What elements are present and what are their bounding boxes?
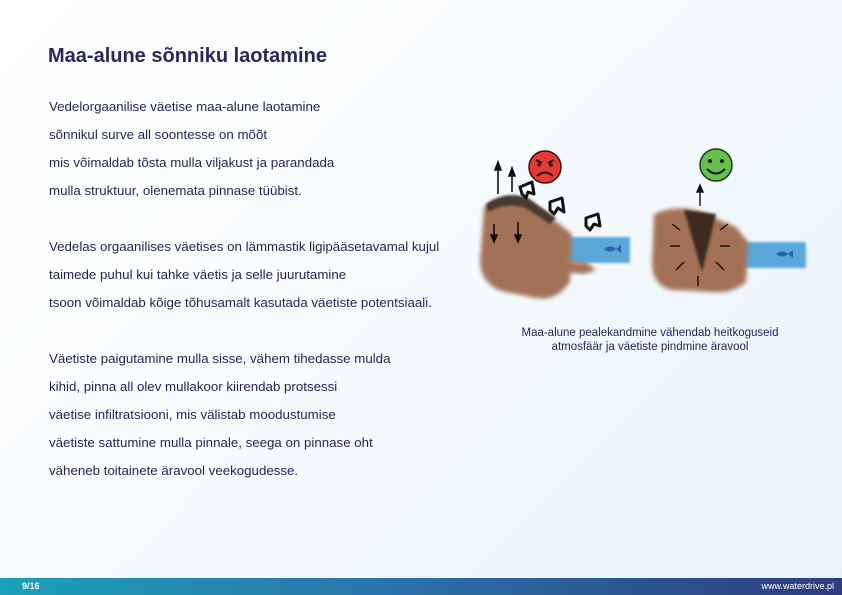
soil-block [564, 262, 596, 274]
water-body [742, 242, 806, 268]
paragraph-1 [49, 93, 334, 205]
paragraph-line: väetise infiltratsiooni, mis välistab moodustumise [49, 407, 336, 422]
soil-block [480, 199, 572, 299]
paragraph-line: Vedelorgaanilise väetise maa-alune laotamine [49, 99, 321, 114]
paragraph-line: väetiste sattumine mulla pinnale, seega on pinnase oht [49, 435, 373, 450]
paragraph-line: sõnnikul surve all soontesse on mõõt [49, 127, 268, 142]
page-number: 9/16 [22, 581, 40, 591]
injection-scene [652, 149, 806, 292]
paragraph-line: väheneb toitainete äravool veekogudesse. [49, 463, 299, 478]
page-title: Maa-alune sõnniku laotamine [48, 45, 327, 67]
paragraph-line: taimede puhul kui tahke väetis ja selle juurutamine [49, 267, 347, 282]
figure-caption-line: atmosfäär ja väetiste pindmine äravool [551, 341, 749, 353]
manure-injection-illustration [476, 142, 816, 307]
paragraph-line: mulla struktuur, olenemata pinnase tüübist. [49, 183, 302, 198]
paragraph-line: kihid, pinna all olev mullakoor kiirendab protsessi [49, 379, 338, 394]
surface-application-scene [480, 151, 630, 299]
paragraph-line: mis võimaldab tõsta mulla viljakust ja parandada [49, 155, 335, 170]
figure-caption-line: Maa-alune pealekandmine vähendab heitkoguseid [521, 327, 779, 339]
paragraph-3 [49, 345, 390, 485]
happy-face-icon [700, 149, 732, 181]
paragraph-line: tsoon võimaldab kõige tõhusamalt kasutada väetiste potentsiaali. [49, 295, 432, 310]
paragraph-line: Väetiste paigutamine mulla sisse, vähem tihedasse mulda [49, 351, 391, 366]
paragraph-2 [49, 233, 439, 317]
paragraph-line: Vedelas orgaanilises väetises on lämmastik ligipääsetavamal kujul [49, 239, 440, 254]
sad-face-icon [529, 151, 561, 183]
footer-bar [0, 578, 842, 595]
website-link[interactable]: www.waterdrive.pl [761, 581, 834, 591]
